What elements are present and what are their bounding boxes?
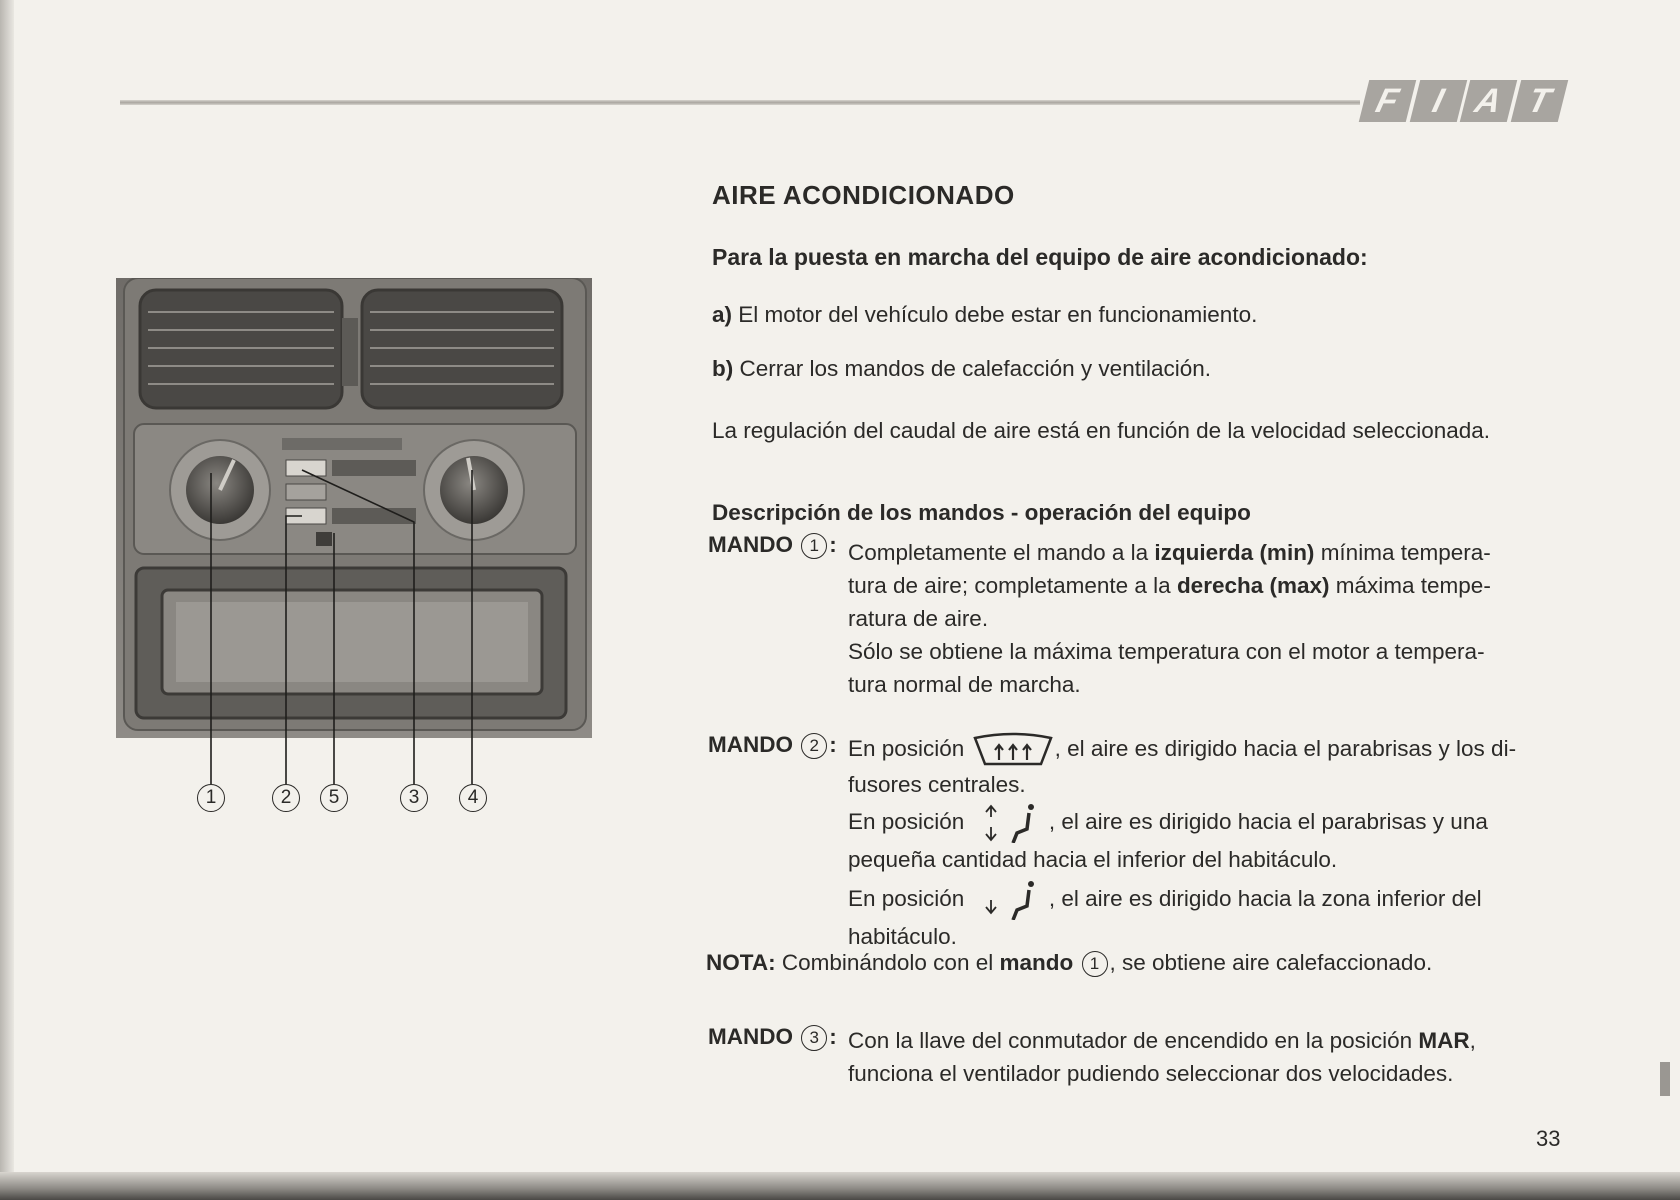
text-run: , el aire es dirigido hacia la zona inferior del (1048, 886, 1482, 911)
text-run: Combinándolo con el (775, 950, 1000, 975)
mando-1-line: Sólo se obtiene la máxima temperatura con el motor a tempera- (848, 639, 1485, 664)
fiat-logo (1364, 80, 1562, 122)
step-a (712, 302, 1257, 328)
text-run: En posición (848, 886, 965, 911)
mando-2-line: habitáculo. (848, 924, 957, 950)
text-run: Con la llave del conmutador de encendido en la posición (848, 1028, 1419, 1053)
side-thumb-mark (1660, 1062, 1670, 1096)
mando-1-label (708, 532, 837, 559)
floor-vent-icon (971, 880, 1043, 920)
logo-letter: I (1409, 80, 1466, 122)
page-number: 33 (1536, 1126, 1561, 1151)
note-label: NOTA: (706, 950, 776, 975)
text-run: Completamente el mando a la (848, 540, 1155, 565)
mando-2-number: 2 (801, 733, 827, 759)
note (706, 950, 1432, 977)
mando-3-description (848, 1024, 1568, 1090)
note-mando-number: 1 (1082, 951, 1108, 977)
mando-1-number: 1 (801, 533, 827, 559)
mando-3-number: 3 (801, 1025, 827, 1051)
text-bold: MAR (1418, 1028, 1470, 1053)
mando-1-colon: : (829, 532, 837, 557)
callout-5: 5 (320, 784, 348, 812)
text-run: , el aire es dirigido hacia el parabrisas y una (1048, 809, 1488, 834)
mando-3-line (848, 1024, 1568, 1057)
header-rule (120, 100, 1360, 105)
step-a-text: El motor del vehículo debe estar en funcionamiento. (738, 302, 1258, 327)
mando-3-word: MANDO (708, 1024, 793, 1049)
text-run: En posición (848, 809, 965, 834)
step-b-marker: b) (712, 356, 734, 381)
text-run: mínima tempera- (1314, 540, 1491, 565)
defrost-floor-mix-icon (971, 803, 1043, 843)
mando-3-colon: : (829, 1024, 837, 1049)
mando-2-line (848, 880, 1568, 920)
mando-1-description (848, 536, 1568, 701)
mando-2-word: MANDO (708, 732, 793, 757)
mando-2-line (848, 732, 1568, 768)
text-run: En posición (848, 736, 965, 761)
callout-1: 1 (197, 784, 225, 812)
mando-2-description (848, 732, 1568, 953)
windshield-defrost-icon (971, 732, 1055, 768)
step-b-text: Cerrar los mandos de calefacción y ventilación. (739, 356, 1211, 381)
text-run: máxima tempe- (1329, 573, 1491, 598)
page-bottom-edge (0, 1172, 1680, 1200)
section-subtitle: Para la puesta en marcha del equipo de aire acondicionado: (712, 244, 1368, 270)
text-bold: izquierda (min) (1154, 540, 1315, 565)
callout-2: 2 (272, 784, 300, 812)
text-bold: mando (999, 950, 1074, 975)
mando-3-label (708, 1024, 837, 1051)
mando-2-label (708, 732, 837, 759)
mando-2-line: fusores centrales. (848, 772, 1026, 798)
mando-1-word: MANDO (708, 532, 793, 557)
mando-2-colon: : (829, 732, 837, 757)
text-bold: derecha (max) (1176, 573, 1330, 598)
logo-letter: F (1359, 80, 1416, 122)
step-a-marker: a) (712, 302, 733, 327)
logo-letter: A (1460, 80, 1517, 122)
mando-3-line: funciona el ventilador pudiendo seleccionar dos velocidades. (848, 1061, 1454, 1086)
step-b (712, 356, 1211, 382)
mando-2-line: pequeña cantidad hacia el inferior del habitáculo. (848, 847, 1338, 873)
text-run: , el aire es dirigido hacia el parabrisas y los di- (1054, 736, 1517, 761)
controls-heading: Descripción de los mandos - operación del equipo (712, 500, 1251, 525)
mando-1-line (848, 569, 1568, 602)
text-run: , se obtiene aire calefaccionado. (1109, 950, 1433, 975)
logo-letter: T (1510, 80, 1567, 122)
text-run: , (1469, 1028, 1476, 1053)
callout-3: 3 (400, 784, 428, 812)
callout-4: 4 (459, 784, 487, 812)
page-title: AIRE ACONDICIONADO (712, 180, 1015, 210)
page-binding-shadow (0, 0, 14, 1200)
mando-1-line: tura normal de marcha. (848, 672, 1081, 697)
text-run: tura de aire; completamente a la (848, 573, 1177, 598)
mando-1-line (848, 536, 1568, 569)
mando-1-line: ratura de aire. (848, 606, 989, 631)
mando-2-line (848, 803, 1568, 843)
climate-panel-photo (116, 278, 592, 738)
regulation-text: La regulación del caudal de aire está en función de la velocidad seleccionada. (712, 418, 1491, 443)
